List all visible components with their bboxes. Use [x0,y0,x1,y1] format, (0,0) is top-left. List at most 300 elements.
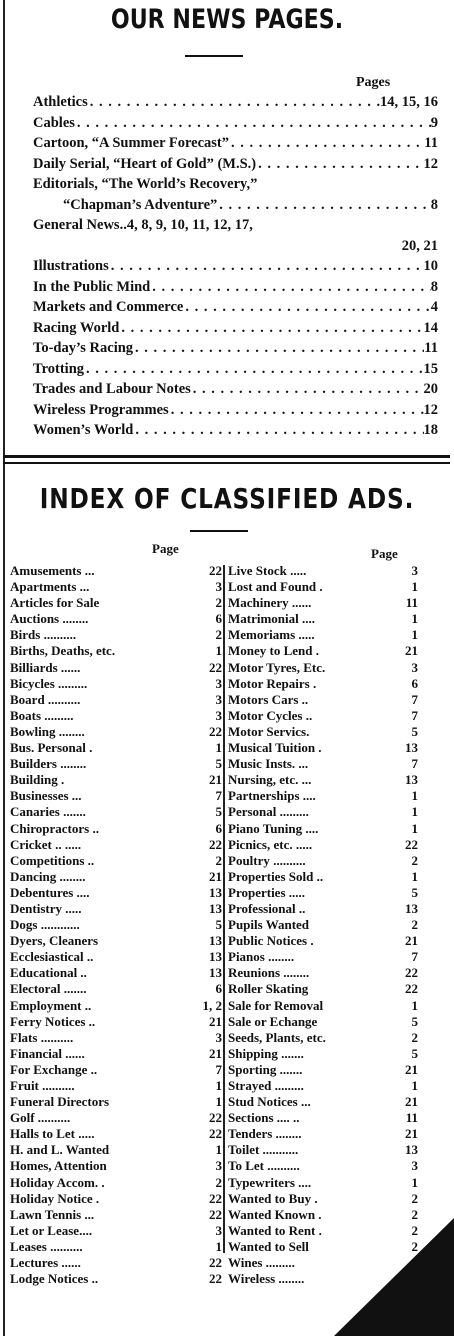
classified-index-label: Debentures .... [10,884,90,900]
classified-index-label: Flats .......... [10,1029,74,1045]
classified-index-page: 21 [405,1126,418,1142]
classified-index-page: 5 [215,917,222,933]
classified-index-label: Music Insts. ... [228,756,309,772]
classified-index-row [10,692,222,708]
news-index-pages: 4 [430,299,438,315]
classified-index-row [228,563,418,579]
classified-index-label: Shipping ....... [228,1045,304,1061]
classified-index-page: 1 [215,643,222,659]
classified-index-row [10,756,222,772]
leader-dots [169,402,424,419]
classified-index-label: Live Stock ..... [228,563,307,578]
news-index-label: To-day’s Racing [33,340,134,356]
classified-index-row [228,837,418,853]
classified-index-label: Memoriams ..... [228,627,315,643]
news-index-row [33,361,438,382]
classified-index-page: 21 [405,933,418,949]
classified-index-page: 22 [209,1190,222,1206]
classified-index-row [10,1191,222,1207]
classified-index-row [10,1126,222,1142]
classified-index-page: 6 [411,675,418,691]
news-index-label: Editorials, “The World’s Recovery,” [33,176,258,192]
classified-index-label: Stud Notices ... [228,1094,311,1110]
classified-index-label: Dancing ........ [10,868,86,884]
classified-index-page: 22 [209,836,222,852]
classified-index-page: 7 [411,707,418,723]
classified-index-page: 11 [405,595,418,611]
news-index-label: Daily Serial, “Heart of Gold” (M.S.) [33,155,257,172]
news-index-label: Racing World [33,319,120,336]
classified-index-row [228,772,418,788]
news-index-label: Trotting [33,360,85,377]
classified-index-page: 7 [411,949,418,965]
classified-index-label: Let or Lease.... [10,1222,93,1238]
classified-index-label: Competitions .. [10,852,95,868]
classified-index-page: 22 [209,1126,222,1142]
classified-index-page: 1 [411,1078,418,1093]
leader-dots [88,94,380,111]
classified-index-label: Builders ........ [10,756,87,772]
classified-index-label: Properties Sold .. [228,868,324,884]
news-index-row [33,217,438,238]
left-page-column-label: Page [152,541,179,556]
classified-index-page: 21 [209,1013,222,1029]
pages-column-label: Pages [356,75,391,90]
classified-index-row [10,772,222,788]
classified-index-label: Personal ......... [228,804,309,820]
classified-index-row [10,724,222,740]
leader-dots [217,197,430,214]
news-pages-heading: OUR NEWS PAGES. [110,4,344,35]
classified-index-page: 3 [215,707,222,723]
classified-index-row [10,1014,222,1030]
classified-index-page: 2 [411,1206,418,1222]
classified-index-label: Holiday Accom. . [10,1174,105,1190]
classified-index-label: Financial ...... [10,1045,85,1061]
news-index-label: Athletics [33,94,88,110]
classified-index-page: 3 [215,1029,222,1045]
classified-index-page: 21 [405,643,418,659]
classified-index-row [10,788,222,804]
classified-index-page: 13 [209,965,222,981]
classified-index-row [10,804,222,820]
classified-index-label: Cricket .. ..... [10,836,82,852]
news-index-row [33,340,438,361]
classified-index-page: 5 [411,1045,418,1061]
classified-index-page: 6 [215,820,222,836]
classified-index-page: 1 [411,788,418,804]
classified-index-label: Halls to Let ..... [10,1126,95,1142]
classified-index-page: 1 [411,820,418,836]
classified-index-label: Dyers, Cleaners [10,933,99,949]
classified-index-label: Lectures ...... [10,1255,81,1271]
classified-index-label: Golf .......... [10,1110,71,1126]
classified-index-label: Births, Deaths, etc. [10,643,116,659]
news-index-row [33,279,438,300]
classified-index-page: 21 [209,868,222,884]
classified-index-page: 3 [215,675,222,691]
classified-index-label: Lodge Notices .. [10,1271,99,1287]
news-index-pages: 10 [423,258,438,274]
classified-index-label: Wanted Known . [228,1206,322,1222]
classified-index-label: Boats ......... [10,707,74,723]
classified-index-label: Educational .. [10,965,87,981]
classified-index-label: Bowling ........ [10,723,85,739]
heading-underline [185,55,243,57]
leader-dots [119,320,423,337]
news-index-row [33,238,438,259]
news-index-label: In the Public Mind [33,278,151,295]
classified-index-page: 22 [405,965,418,981]
leader-dots [256,156,423,173]
classified-index-row [228,1094,418,1110]
classified-index-label: Motors Cars .. [228,691,309,707]
classified-index-page: 22 [405,981,418,997]
classified-index-row [10,1062,222,1078]
classified-index-label: Motor Servics. [228,723,310,739]
classified-index-row [10,837,222,853]
classified-index-page: 1, 2 [202,997,222,1013]
leader-dots [183,299,430,316]
classified-index-row [228,1046,418,1062]
classified-index-row [10,1175,222,1191]
classified-index-label: Roller Skating [228,981,309,997]
news-index-pages: 8 [430,196,438,213]
classified-index-page: 2 [411,852,418,868]
leader-dots [109,258,424,275]
classified-index-label: Wanted to Sell [228,1238,309,1254]
news-index-label: Cables [33,114,75,131]
classified-index-label: Canaries ....... [10,804,86,820]
classified-index-label: Partnerships .... [228,788,316,804]
classified-index-page: 13 [209,933,222,949]
leader-dots [133,340,424,357]
classified-index-row [228,740,418,756]
classified-index-label: For Exchange .. [10,1061,98,1077]
classified-index-label: Nursing, etc. ... [228,772,312,788]
news-index-row [33,156,438,177]
classified-index-page: 2 [411,917,418,933]
classified-index-page: 22 [209,1206,222,1222]
classified-index-label: Sale for Removal [228,997,324,1013]
classified-index-label: Lost and Found . [228,579,323,595]
classified-index-label: Wireless ........ [228,1271,305,1287]
classified-index-label: Pianos ........ [228,949,295,965]
classified-index-label: Piano Tuning .... [228,820,319,836]
classified-index-page: 3 [215,1222,222,1238]
news-index-pages: 12 [423,155,438,172]
classified-index-page: 6 [215,981,222,997]
news-index-row [33,299,438,320]
classified-index-page: 3 [411,1158,418,1174]
classified-index-row [10,595,222,611]
classified-index-label: Pupils Wanted [228,917,310,933]
classified-index-row [228,981,418,997]
classified-index-row [10,1046,222,1062]
classified-index-label: Motor Cycles .. [228,707,313,723]
classified-index-label: Reunions ........ [228,965,310,981]
classified-index-page: 2 [215,852,222,868]
classified-index-page: 1 [215,1094,222,1110]
classified-index-row [228,579,418,595]
news-index-pages: 20 [423,381,438,397]
classified-index-row [10,853,222,869]
classified-index-label: Strayed ......... [228,1078,304,1093]
classified-index-page: 1 [411,1174,418,1190]
classified-index-label: Machinery ...... [228,595,312,611]
classified-index-label: Ecclesiastical .. [10,949,94,965]
classified-index-row [228,933,418,949]
classified-index-row [228,595,418,611]
classified-index-page: 2 [215,595,222,611]
news-index-label: Illustrations [33,258,109,274]
classified-index-row [228,724,418,740]
classified-index-page: 2 [411,1190,418,1206]
classified-index-row [10,563,222,579]
classified-index-heading: INDEX OF CLASSIFIED ADS. [39,482,415,515]
classified-index-row [228,821,418,837]
classified-index-page: 1 [215,1142,222,1158]
classified-index-page: 2 [411,1271,418,1287]
news-index-row [33,381,438,402]
classified-index-label: Money to Lend . [228,643,319,659]
classified-index-row [228,1014,418,1030]
classified-index-row [228,692,418,708]
classified-index-row [228,660,418,676]
classified-index-row [10,708,222,724]
classified-index-row [228,853,418,869]
classified-index-label: Apartments ... [10,579,90,595]
classified-index-row [228,1158,418,1174]
classified-index-page: 2 [411,1222,418,1238]
classified-index-label: Auctions ........ [10,611,89,627]
classified-index-row [10,611,222,627]
news-pages-list [33,94,438,443]
news-index-label: Trades and Labour Notes [33,381,191,397]
classified-index-page: 1 [215,740,222,756]
classified-index-label: Wanted to Buy . [228,1190,318,1206]
classified-index-page: 13 [405,740,418,756]
news-index-pages: 15 [423,360,438,377]
classified-index-page: 22 [209,1110,222,1126]
news-index-pages: 11 [424,340,438,356]
classified-index-label: Employment .. [10,997,92,1013]
classified-index-row [228,869,418,885]
left-column-rule [3,0,5,1336]
classified-index-page: 3 [215,1158,222,1174]
section-divider-thick [3,455,450,458]
section-divider-thin [3,462,450,464]
classified-index-row [228,998,418,1014]
classified-index-label: Tenders ........ [228,1126,302,1142]
leader-dots [191,381,424,398]
classified-index-label: Seeds, Plants, etc. [228,1029,326,1045]
classified-index-page: 3 [411,563,418,578]
leader-dots [84,361,423,378]
classified-index-row [228,1142,418,1158]
classified-index-row [10,869,222,885]
classified-index-label: Bicycles ......... [10,675,88,691]
news-index-label: Wireless Programmes [33,401,169,418]
classified-index-page: 13 [405,772,418,788]
classified-index-label: To Let .......... [228,1158,300,1174]
classified-index-row [10,821,222,837]
classified-index-row [228,643,418,659]
news-index-pages: 18 [423,422,438,438]
classified-index-label: Holiday Notice . [10,1190,100,1206]
news-index-pages: 11 [424,135,438,151]
classified-index-row [10,1239,222,1255]
classified-index-row [10,1223,222,1239]
news-index-row [33,94,438,115]
classified-index-row [10,1142,222,1158]
classified-index-row [228,1062,418,1078]
classified-index-row [10,885,222,901]
news-index-row [33,176,438,197]
classified-index-page: 22 [209,1271,222,1287]
classified-index-row [228,949,418,965]
classified-index-page: 13 [405,900,418,916]
news-index-row [33,320,438,341]
classified-index-row [10,901,222,917]
classified-index-label: Ferry Notices .. [10,1013,96,1029]
classified-index-row [10,627,222,643]
classified-index-page: 5 [411,1013,418,1029]
classified-right-column [228,563,418,1287]
classified-index-row [10,1094,222,1110]
classified-index-page: 2 [411,1029,418,1045]
classified-index-page: 22 [209,723,222,739]
news-index-pages: 8 [430,278,438,295]
leader-dots [150,279,431,296]
classified-index-row [228,1110,418,1126]
classified-index-row [228,965,418,981]
classified-index-label: Chiropractors .. [10,820,99,836]
classified-index-label: Sections .... .. [228,1110,300,1126]
classified-index-page: 1 [411,627,418,643]
classified-index-row [10,933,222,949]
classified-index-page: 1 [411,611,418,627]
classified-index-page: 22 [209,563,222,578]
classified-index-label: Picnics, etc. ..... [228,836,313,852]
classified-index-page: 7 [215,788,222,804]
classified-index-label: Leases .......... [10,1238,83,1254]
classified-index-page: 11 [405,1110,418,1126]
classified-index-page: 13 [405,1142,418,1158]
classified-index-page: 2 [411,1255,418,1271]
classified-index-page: 1 [411,997,418,1013]
classified-left-column [10,563,222,1287]
classified-index-label: Poultry .......... [228,852,306,868]
news-index-pages: 14, 15, 16 [380,94,438,110]
column-divider [223,565,225,1253]
classified-index-label: Wines ......... [228,1255,295,1271]
classified-index-page: 3 [215,691,222,707]
classified-index-label: Typewriters .... [228,1174,312,1190]
classified-index-label: Motor Repairs . [228,675,317,691]
classified-index-page: 7 [215,1061,222,1077]
news-index-label: General News..4, 8, 9, 10, 11, 12, 17, [33,217,253,233]
classified-index-page: 13 [209,900,222,916]
news-index-pages: 9 [430,114,438,131]
classified-index-row [10,998,222,1014]
classified-index-label: Public Notices . [228,933,314,949]
classified-index-page: 5 [411,884,418,900]
news-index-row [33,115,438,136]
classified-index-page: 1 [411,579,418,595]
classified-index-label: Dentistry ..... [10,900,82,916]
classified-index-page: 21 [405,1061,418,1077]
classified-index-row [10,965,222,981]
news-index-pages: 14 [423,319,438,336]
classified-index-row [228,917,418,933]
classified-index-page: 21 [209,772,222,788]
leader-dots [133,422,423,439]
classified-index-label: Articles for Sale [10,595,100,611]
classified-index-label: Wanted to Rent . [228,1222,322,1238]
classified-index-row [10,1158,222,1174]
news-index-label: Markets and Commerce [33,299,184,315]
classified-index-label: Dogs ............ [10,917,80,933]
classified-index-row [228,1126,418,1142]
classified-index-row [10,643,222,659]
classified-index-row [10,579,222,595]
classified-index-row [228,885,418,901]
news-index-pages: 12 [423,401,438,418]
classified-index-page: 1 [411,868,418,884]
classified-index-row [10,949,222,965]
classified-index-row [228,1191,418,1207]
classified-index-page: 22 [209,659,222,675]
news-index-row [33,402,438,423]
classified-index-row [228,1030,418,1046]
classified-index-page: 13 [209,884,222,900]
classified-index-label: Electoral ....... [10,981,87,997]
classified-index-label: H. and L. Wanted [10,1142,110,1158]
right-page-column-label: Page [371,546,398,561]
classified-index-label: Musical Tuition . [228,740,322,756]
scan-corner-shadow [334,1218,454,1336]
classified-index-label: Lawn Tennis ... [10,1206,95,1222]
classified-index-page: 1 [215,1078,222,1093]
classified-index-page: 3 [215,579,222,595]
classified-index-label: Amusements ... [10,563,95,578]
classified-index-page: 5 [215,804,222,820]
classified-index-row [228,627,418,643]
classified-index-row [228,756,418,772]
classified-index-label: Fruit .......... [10,1078,75,1093]
classified-index-page: 1 [411,804,418,820]
classified-index-label: Sale or Echange [228,1013,318,1029]
classified-index-page: 1 [215,1238,222,1254]
news-index-label: “Chapman’s Adventure” [63,196,218,213]
news-index-label: Cartoon, “A Summer Forecast” [33,135,229,151]
classified-index-page: 7 [411,756,418,772]
classified-index-label: Funeral Directors [10,1094,110,1110]
classified-index-page: 6 [215,611,222,627]
classified-index-row [10,660,222,676]
classified-index-row [10,1110,222,1126]
classified-index-row [228,804,418,820]
news-index-label: Women’s World [33,422,134,438]
classified-index-row [10,676,222,692]
classified-index-label: Professional .. [228,900,306,916]
classified-index-label: Bus. Personal . [10,740,93,756]
classified-index-page: 21 [405,1094,418,1110]
heading-underline [190,530,248,532]
classified-index-row [10,917,222,933]
classified-index-row [10,1078,222,1094]
